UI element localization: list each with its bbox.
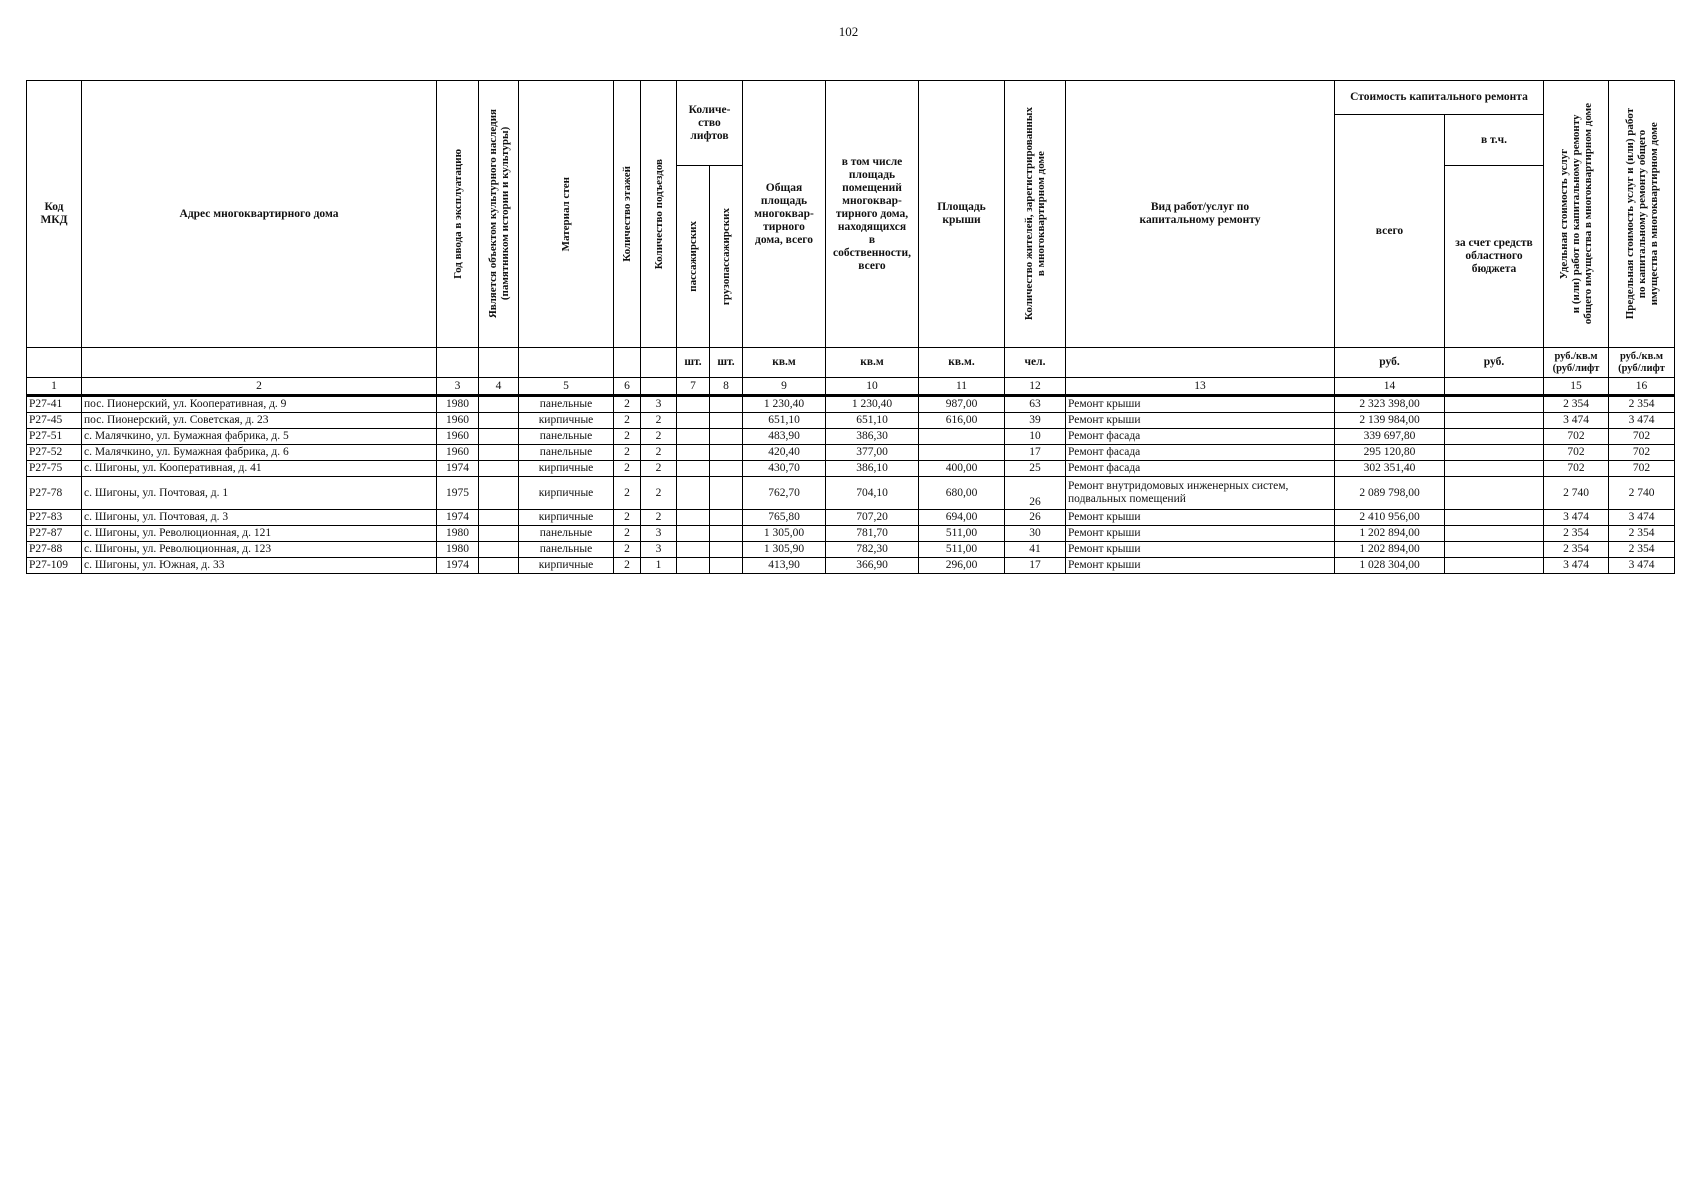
cell-residents: 41 [1005,542,1066,558]
cell-address: с. Шигоны, ул. Революционная, д. 121 [82,526,437,542]
cell-address: с. Малячкино, ул. Бумажная фабрика, д. 5 [82,429,437,445]
cell-entrances: 2 [641,429,677,445]
cell-work: Ремонт крыши [1066,526,1335,542]
unit-code [27,348,82,378]
cell-heritage [479,413,519,429]
column-number: 7 [677,378,710,396]
cell-lifts-cargo [710,542,743,558]
cell-lifts-passenger [677,461,710,477]
cell-cost-regional [1445,396,1544,413]
cell-max-cost: 702 [1609,445,1675,461]
cell-owned-area: 1 230,40 [826,396,919,413]
cell-year: 1960 [437,429,479,445]
cell-cost-regional [1445,542,1544,558]
unit-work [1066,348,1335,378]
cell-owned-area: 366,90 [826,558,919,574]
cell-floors: 2 [614,413,641,429]
header-address: Адрес многоквартирного дома [82,81,437,348]
cell-cost-total: 295 120,80 [1335,445,1445,461]
cell-owned-area: 377,00 [826,445,919,461]
cell-address: с. Шигоны, ул. Кооперативная, д. 41 [82,461,437,477]
unit-floors [614,348,641,378]
cell-code: Р27-88 [27,542,82,558]
unit-lifts-passenger: шт. [677,348,710,378]
table-row [27,542,1675,558]
unit-max-cost: руб./кв.м (руб/лифт [1609,348,1675,378]
cell-residents: 39 [1005,413,1066,429]
cell-walls: панельные [519,542,614,558]
cell-max-cost: 2 354 [1609,396,1675,413]
cell-heritage [479,542,519,558]
cell-heritage [479,526,519,542]
cell-entrances: 2 [641,477,677,510]
cell-floors: 2 [614,526,641,542]
column-number: 14 [1335,378,1445,396]
cell-roof-area: 296,00 [919,558,1005,574]
cell-code: Р27-83 [27,510,82,526]
header-walls: Материал стен [519,81,614,348]
cell-year: 1975 [437,477,479,510]
cell-total-area: 651,10 [743,413,826,429]
cell-address: с. Шигоны, ул. Почтовая, д. 1 [82,477,437,510]
cell-heritage [479,445,519,461]
unit-heritage [479,348,519,378]
unit-cost-regional: руб. [1445,348,1544,378]
cell-cost-regional [1445,461,1544,477]
cell-walls: кирпичные [519,461,614,477]
cell-roof-area: 680,00 [919,477,1005,510]
cell-cost-total: 2 139 984,00 [1335,413,1445,429]
cell-cost-regional [1445,510,1544,526]
cell-residents: 30 [1005,526,1066,542]
column-number [641,378,677,396]
cell-owned-area: 386,30 [826,429,919,445]
cell-cost-regional [1445,429,1544,445]
column-number: 11 [919,378,1005,396]
cell-total-area: 762,70 [743,477,826,510]
cell-floors: 2 [614,510,641,526]
capital-repair-table [26,80,1675,574]
cell-cost-total: 1 028 304,00 [1335,558,1445,574]
cell-roof-area [919,445,1005,461]
cell-walls: панельные [519,429,614,445]
cell-roof-area: 694,00 [919,510,1005,526]
cell-unit-cost: 2 354 [1544,526,1609,542]
cell-work: Ремонт крыши [1066,558,1335,574]
cell-cost-total: 302 351,40 [1335,461,1445,477]
cell-walls: панельные [519,526,614,542]
table-body [27,396,1675,574]
cell-work: Ремонт фасада [1066,445,1335,461]
table-row [27,558,1675,574]
cell-year: 1980 [437,526,479,542]
column-number: 2 [82,378,437,396]
cell-walls: кирпичные [519,510,614,526]
cell-floors: 2 [614,445,641,461]
cell-lifts-passenger [677,413,710,429]
cell-heritage [479,510,519,526]
cell-entrances: 1 [641,558,677,574]
cell-cost-total: 2 089 798,00 [1335,477,1445,510]
page-number: 102 [838,24,859,39]
cell-unit-cost: 702 [1544,429,1609,445]
cell-owned-area: 386,10 [826,461,919,477]
cell-total-area: 1 305,90 [743,542,826,558]
column-number: 15 [1544,378,1609,396]
unit-cost-total: руб. [1335,348,1445,378]
cell-max-cost: 702 [1609,461,1675,477]
cell-total-area: 1 305,00 [743,526,826,542]
column-number: 5 [519,378,614,396]
table-row [27,526,1675,542]
unit-unit-cost: руб./кв.м (руб/лифт [1544,348,1609,378]
cell-roof-area: 987,00 [919,396,1005,413]
cell-max-cost: 2 740 [1609,477,1675,510]
cell-cost-regional [1445,445,1544,461]
cell-residents: 25 [1005,461,1066,477]
cell-max-cost: 702 [1609,429,1675,445]
cell-floors: 2 [614,461,641,477]
cell-year: 1960 [437,413,479,429]
cell-code: Р27-45 [27,413,82,429]
cell-lifts-passenger [677,542,710,558]
cell-walls: панельные [519,445,614,461]
cell-floors: 2 [614,477,641,510]
cell-floors: 2 [614,429,641,445]
column-number: 4 [479,378,519,396]
cell-year: 1980 [437,396,479,413]
unit-lifts-cargo: шт. [710,348,743,378]
cell-max-cost: 3 474 [1609,558,1675,574]
unit-total-area: кв.м [743,348,826,378]
header-heritage: Является объектом культурного наследия (памятником истории и культуры) [479,81,519,348]
cell-lifts-cargo [710,477,743,510]
cell-work: Ремонт крыши [1066,542,1335,558]
cell-lifts-passenger [677,396,710,413]
cell-max-cost: 3 474 [1609,510,1675,526]
column-number: 13 [1066,378,1335,396]
header-work-type: Вид работ/услуг по капитальному ремонту [1066,81,1335,348]
unit-owned-area: кв.м [826,348,919,378]
column-number: 12 [1005,378,1066,396]
header-roof-area: Площадь крыши [919,81,1005,348]
cell-cost-regional [1445,413,1544,429]
header-code: Код МКД [27,81,82,348]
unit-entrances [641,348,677,378]
cell-code: Р27-52 [27,445,82,461]
header-floors: Количество этажей [614,81,641,348]
cell-year: 1974 [437,510,479,526]
cell-code: Р27-87 [27,526,82,542]
cell-lifts-passenger [677,558,710,574]
units-row [27,348,1675,378]
cell-heritage [479,429,519,445]
header-cost-group: Стоимость капитального ремонта [1335,81,1544,115]
cell-total-area: 420,40 [743,445,826,461]
header-lifts-cargo: грузопассажирских [710,166,743,348]
column-number: 9 [743,378,826,396]
cell-residents: 26 [1005,510,1066,526]
cell-residents: 63 [1005,396,1066,413]
cell-walls: панельные [519,396,614,413]
table-row [27,396,1675,413]
cell-max-cost: 2 354 [1609,542,1675,558]
column-numbers-row [27,378,1675,396]
cell-address: с. Малячкино, ул. Бумажная фабрика, д. 6 [82,445,437,461]
cell-work: Ремонт крыши [1066,396,1335,413]
cell-residents: 10 [1005,429,1066,445]
cell-year: 1974 [437,558,479,574]
cell-work: Ремонт крыши [1066,413,1335,429]
column-number [1445,378,1544,396]
cell-cost-regional [1445,526,1544,542]
header-cost-incl: в т.ч. [1445,115,1544,166]
column-number: 16 [1609,378,1675,396]
table-row [27,429,1675,445]
cell-lifts-cargo [710,510,743,526]
cell-unit-cost: 2 354 [1544,396,1609,413]
cell-cost-regional [1445,477,1544,510]
column-number: 8 [710,378,743,396]
cell-cost-regional [1445,558,1544,574]
cell-walls: кирпичные [519,558,614,574]
cell-lifts-cargo [710,445,743,461]
cell-lifts-passenger [677,526,710,542]
cell-lifts-cargo [710,413,743,429]
cell-max-cost: 2 354 [1609,526,1675,542]
cell-total-area: 1 230,40 [743,396,826,413]
cell-heritage [479,477,519,510]
cell-address: с. Шигоны, ул. Революционная, д. 123 [82,542,437,558]
cell-entrances: 2 [641,413,677,429]
cell-lifts-cargo [710,396,743,413]
cell-owned-area: 651,10 [826,413,919,429]
cell-code: Р27-78 [27,477,82,510]
cell-address: с. Шигоны, ул. Южная, д. 33 [82,558,437,574]
cell-address: пос. Пионерский, ул. Кооперативная, д. 9 [82,396,437,413]
column-number: 1 [27,378,82,396]
table-row [27,510,1675,526]
cell-owned-area: 782,30 [826,542,919,558]
cell-entrances: 3 [641,526,677,542]
column-number: 6 [614,378,641,396]
cell-cost-total: 339 697,80 [1335,429,1445,445]
cell-entrances: 3 [641,542,677,558]
header-lifts-passenger: пассажирских [677,166,710,348]
unit-address [82,348,437,378]
cell-max-cost: 3 474 [1609,413,1675,429]
cell-heritage [479,396,519,413]
cell-unit-cost: 3 474 [1544,510,1609,526]
cell-roof-area: 511,00 [919,542,1005,558]
table-row [27,445,1675,461]
cell-year: 1960 [437,445,479,461]
table-row [27,461,1675,477]
cell-total-area: 430,70 [743,461,826,477]
cell-walls: кирпичные [519,413,614,429]
cell-cost-total: 2 410 956,00 [1335,510,1445,526]
cell-lifts-cargo [710,558,743,574]
cell-address: пос. Пионерский, ул. Советская, д. 23 [82,413,437,429]
cell-unit-cost: 2 740 [1544,477,1609,510]
header-entrances: Количество подъездов [641,81,677,348]
cell-work: Ремонт фасада [1066,429,1335,445]
header-cost-regional: за счет средств областного бюджета [1445,166,1544,348]
header-max-cost: Предельная стоимость услуг и (или) работ по капитальному ремонту общего имущества в многоквартирном доме [1609,81,1675,348]
cell-lifts-passenger [677,445,710,461]
cell-residents: 26 [1005,477,1066,510]
cell-floors: 2 [614,558,641,574]
cell-unit-cost: 702 [1544,445,1609,461]
cell-unit-cost: 2 354 [1544,542,1609,558]
cell-lifts-cargo [710,461,743,477]
cell-unit-cost: 3 474 [1544,413,1609,429]
column-number: 10 [826,378,919,396]
unit-roof-area: кв.м. [919,348,1005,378]
cell-entrances: 2 [641,461,677,477]
cell-total-area: 413,90 [743,558,826,574]
column-number: 3 [437,378,479,396]
cell-walls: кирпичные [519,477,614,510]
cell-entrances: 3 [641,396,677,413]
cell-heritage [479,558,519,574]
cell-year: 1974 [437,461,479,477]
unit-residents: чел. [1005,348,1066,378]
cell-code: Р27-75 [27,461,82,477]
cell-roof-area: 511,00 [919,526,1005,542]
cell-total-area: 765,80 [743,510,826,526]
cell-work: Ремонт крыши [1066,510,1335,526]
cell-floors: 2 [614,396,641,413]
cell-lifts-passenger [677,429,710,445]
cell-work: Ремонт внутридомовых инженерных систем, подвальных помещений [1066,477,1335,510]
header-unit-cost: Удельная стоимость услуг и (или) работ по капитальному ремонту общего имущества в многоквартирном доме [1544,81,1609,348]
cell-roof-area: 400,00 [919,461,1005,477]
cell-lifts-cargo [710,526,743,542]
cell-total-area: 483,90 [743,429,826,445]
cell-heritage [479,461,519,477]
header-cost-total: всего [1335,115,1445,348]
cell-roof-area [919,429,1005,445]
cell-entrances: 2 [641,510,677,526]
cell-cost-total: 1 202 894,00 [1335,542,1445,558]
cell-code: Р27-51 [27,429,82,445]
header-year: Год ввода в эксплуатацию [437,81,479,348]
cell-owned-area: 707,20 [826,510,919,526]
cell-unit-cost: 3 474 [1544,558,1609,574]
cell-residents: 17 [1005,558,1066,574]
cell-lifts-passenger [677,477,710,510]
cell-cost-total: 1 202 894,00 [1335,526,1445,542]
table-row [27,413,1675,429]
unit-walls [519,348,614,378]
cell-roof-area: 616,00 [919,413,1005,429]
cell-code: Р27-41 [27,396,82,413]
cell-address: с. Шигоны, ул. Почтовая, д. 3 [82,510,437,526]
unit-year [437,348,479,378]
cell-entrances: 2 [641,445,677,461]
cell-owned-area: 781,70 [826,526,919,542]
cell-unit-cost: 702 [1544,461,1609,477]
cell-cost-total: 2 323 398,00 [1335,396,1445,413]
cell-residents: 17 [1005,445,1066,461]
cell-lifts-cargo [710,429,743,445]
header-owned-area: в том числе площадь помещений многоквар- тирного дома, находящихся в собственности, всего [826,81,919,348]
header-residents: Количество жителей, зарегистрированных в многоквартирном доме [1005,81,1066,348]
cell-code: Р27-109 [27,558,82,574]
cell-lifts-passenger [677,510,710,526]
cell-floors: 2 [614,542,641,558]
cell-work: Ремонт фасада [1066,461,1335,477]
header-total-area: Общая площадь многоквар- тирного дома, всего [743,81,826,348]
cell-year: 1980 [437,542,479,558]
table-row [27,477,1675,510]
cell-owned-area: 704,10 [826,477,919,510]
header-lifts: Количе- ство лифтов [677,81,743,166]
